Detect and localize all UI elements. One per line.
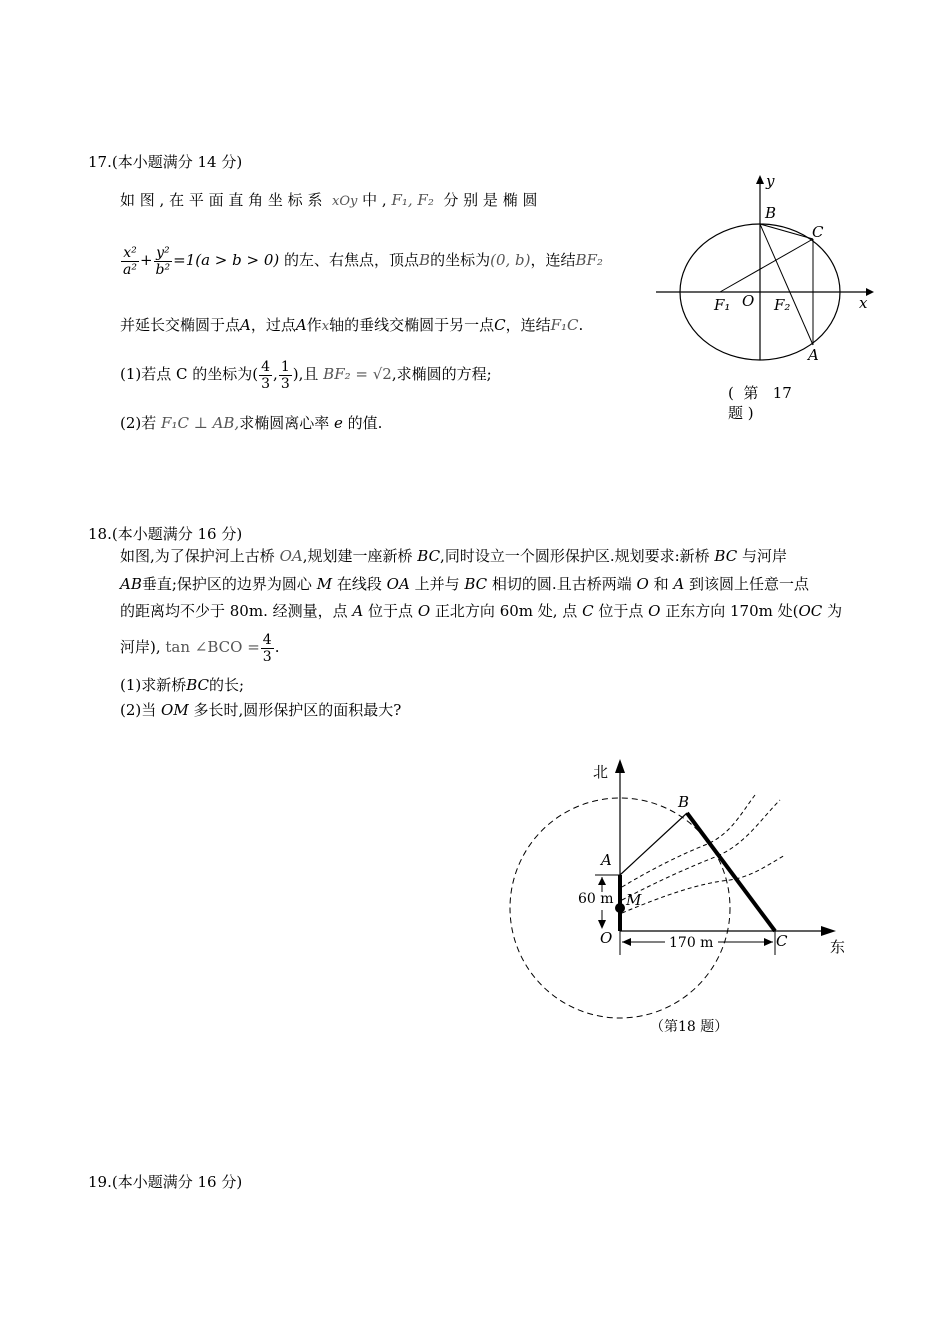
y-axis-arrow-icon bbox=[756, 175, 764, 184]
north-arrow-icon bbox=[615, 759, 625, 773]
east-arrow-icon bbox=[821, 926, 836, 936]
coord-y-fraction: $\frac{1}{3}$ bbox=[280, 358, 290, 392]
label-C: C bbox=[812, 223, 824, 241]
figure-17-caption-line-1: ( 第 17 bbox=[728, 384, 792, 402]
label-B: B bbox=[678, 793, 690, 811]
problem-18-line-3: 的距离均不少于 80m. 经测量，点 A 位于点 O 正北方向 60m 处, 点 C 位于点 O 正东方向 170m 处(OC 为 bbox=[120, 602, 843, 620]
problem-19-heading: 19.(本小题满分 16 分) bbox=[88, 1173, 243, 1191]
river-bank-AB bbox=[620, 813, 687, 875]
point-M-dot bbox=[615, 903, 625, 913]
problem-18-line-4: 河岸), tan ∠BCO = $\frac{4}{3}$ . bbox=[120, 631, 280, 665]
dim-170-left-arrow-icon bbox=[622, 938, 631, 946]
label-C: C bbox=[776, 932, 788, 950]
problem-18-question-1: (1)求新桥BC的长; bbox=[120, 676, 245, 694]
problem-18-line-2: AB垂直;保护区的边界为圆心 M 在线段 OA 上并与 BC 相切的圆.且古桥两端 O 和 A 到该圆上任意一点 bbox=[120, 575, 810, 593]
label-F2: F₂ bbox=[774, 296, 791, 314]
problem-18-heading: 18.(本小题满分 16 分) bbox=[88, 525, 243, 543]
problem-17-question-1: (1)若点 C 的坐标为( $\frac{4}{3}$ , $\frac{1}{3}$ ),且 BF₂ = √2,求椭圆的方程; bbox=[120, 358, 492, 392]
river-curve-2 bbox=[622, 800, 780, 900]
label-O: O bbox=[742, 292, 755, 310]
label-x: x bbox=[859, 294, 868, 312]
figure-18-caption: （第18 题） bbox=[650, 1019, 729, 1035]
dim-170-right-arrow-icon bbox=[764, 938, 773, 946]
coord-x-fraction: $\frac{4}{3}$ bbox=[261, 358, 271, 392]
river-curve-3 bbox=[622, 855, 785, 913]
label-north: 北 bbox=[593, 763, 609, 781]
label-A: A bbox=[808, 346, 819, 364]
dim-60-up-arrow-icon bbox=[598, 877, 606, 885]
label-y: y bbox=[766, 172, 775, 190]
tan-fraction: $\frac{4}{3}$ bbox=[262, 631, 272, 665]
label-east: 东 bbox=[830, 938, 846, 956]
figure-17-ellipse-diagram bbox=[650, 170, 880, 430]
dim-60-down-arrow-icon bbox=[598, 920, 606, 929]
problem-17-line-3: 并延长交椭圆于点A，过点A作x轴的垂线交椭圆于另一点C，连结F₁C. bbox=[120, 316, 584, 334]
problem-18-line-1: 如图,为了保护河上古桥 OA,规划建一座新桥 BC,同时设立一个圆形保护区.规划要求:新桥 BC 与河岸 bbox=[120, 547, 787, 565]
figure-18-bridge-diagram bbox=[500, 755, 860, 1045]
ellipse-y-fraction: $\frac{\text{y²}}{\text{b²}}$ bbox=[155, 244, 171, 278]
label-F1: F₁ bbox=[714, 296, 731, 314]
new-bridge-BC bbox=[687, 813, 775, 931]
label-A: A bbox=[601, 851, 612, 869]
line-BA bbox=[760, 224, 813, 345]
problem-17-heading: 17.(本小题满分 14 分) bbox=[88, 153, 243, 171]
dim-60-label: 60 m bbox=[578, 891, 614, 907]
problem-17-line-2: $\frac{\text{x²}}{\text{a²}}$ + $\frac{\text{y²}}{\text{b²}}$ =1(a > b > 0) 的左、右焦点，顶点B的坐标为(0, b)，连结BF₂ bbox=[123, 244, 603, 278]
ellipse-x-fraction: $\frac{\text{x²}}{\text{a²}}$ bbox=[123, 244, 137, 278]
line-F1C bbox=[720, 239, 813, 292]
label-O: O bbox=[600, 929, 613, 947]
problem-18-question-2: (2)当 OM 多长时,圆形保护区的面积最大? bbox=[120, 701, 402, 719]
problem-17-question-2: (2)若 F₁C ⊥ AB,求椭圆离心率 e 的值. bbox=[120, 414, 383, 432]
label-B: B bbox=[765, 204, 777, 222]
figure-17-caption-line-2: 题 ) bbox=[728, 404, 754, 422]
line-BC bbox=[760, 224, 813, 239]
problem-17-line-1: 如 图 , 在 平 面 直 角 坐 标 系 xOy 中 , F₁, F₂ 分 别 是 椭 圆 bbox=[120, 191, 538, 209]
dim-170-label: 170 m bbox=[669, 935, 714, 951]
label-M: M bbox=[626, 891, 642, 909]
